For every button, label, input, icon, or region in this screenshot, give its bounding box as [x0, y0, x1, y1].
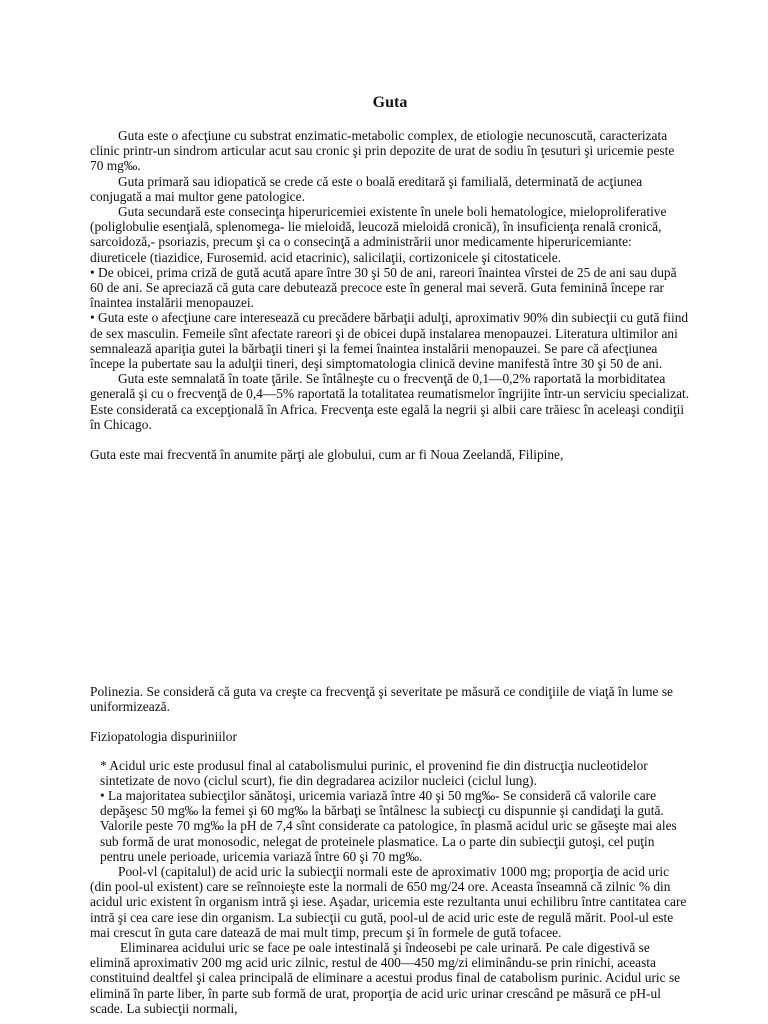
paragraph-elimination: Eliminarea acidului uric se face pe oale intestinală şi îndeosebi pe cale urinară. Pe cale digestivă se elimină aproximativ 200 mg acid uric zilnic, restul de 400—450 mg/zi eliminându-se prin rinichi, aceasta constituind dealtfel şi calea principală de eliminare a acestui produs final de catabolism purinic. Acidul uric se elimină în parte liber, în parte sub formă de urat, proporţia de acid uric urinar crescând pe măsură ce pH-ul scade. La subiecţii normali, [90, 940, 681, 1016]
document-title: Guta [372, 94, 408, 111]
section-intro [90, 128, 690, 462]
paragraph-pool: Pool-vl (capitalul) de acid uric la subiecţii normali este de aproximativ 1000 mg; proporţia de acid uric (din pool-ul existent) care se reînnoieşte este la normali de 650 mg/24 ore. Aceasta înseamnă că zilnic % din acidul uric existent în organism intră şi iese. Aşadar, uricemia este rezultanta unui echilibru între cantitatea care intră şi cea care iese din organism. La subiecţii cu gută, pool-ul de acid uric este de regulă mărit. Pool-ul este mai crescut în guta care datează de mai mult timp, precum şi în formele de gută tofacee. [90, 864, 687, 940]
section-heading: Fiziopatologia dispuriniilor [90, 729, 237, 745]
paragraph-sex-distribution: • Guta este o afecţiune care interesează cu precădere bărbaţii adulţi, aproximativ 90% din subiecţii cu gută fiind de sex masculin. Femeile sînt afectate rareori şi de obicei după instalarea menopauzei. Literatura ultimilor ani semnalează apariţia gutei la bărbaţii tineri şi la femei înaintea instalării menopauzei. Se pare că afecţiunea începe la pubertate sau la adulţii tineri, deşi simptomatologia clinică devine manifestă între 30 şi 50 de ani. [90, 310, 689, 372]
paragraph-secondary-gout: Guta secundară este consecinţa hiperuricemiei existente în unele boli hematologice, mieloproliferative (poliglobulie esenţială, splenomega- lie mieloidă, leucoză mieloidă cronică), în insuficienţa renală cronică, sarcoidoză,- psoriazis, precum şi ca o consecinţă a administrării unor medicamente hiperuricemiante: diureticele (tiazidice, Furosemid. acid etacrinic), salicilaţii, cortizonicele şi citostaticele. [90, 204, 667, 265]
paragraph-uricemia: • La majoritatea subiecţilor sănătoşi, uricemia variază între 40 şi 50 mg‰- Se consideră că valorile care depăşesc 50 mg‰ la femei şi 60 mg‰ la bărbaţi se întâlnesc la subiecţi cu dispunnie şi candidaţi la gută. Valorile peste 70 mg‰ la pH de 7,4 sînt considerate ca patologice, în plasmă acidul uric se găseşte mai ales sub formă de urat monosodic, nelegat de proteinele plasmatice. La o parte din subiecţii gutoşi, cel puţin pentru unele perioade, uricemia variază între 60 şi 70 mg‰. [100, 788, 677, 864]
paragraph-onset-age: • De obicei, prima criză de gută acută apare între 30 şi 50 de ani, rareori înaintea vîrstei de 25 de ani sau după 60 de ani. Se apreciază că guta care debutează precoce este în general mai severă. Guta feminină începe rar înaintea instalării menopauzei. [90, 264, 677, 311]
paragraph-definition: Guta este o afecţiune cu substrat enzimatic-metabolic complex, de etiologie necunoscută, caracterizata clinic printr-un sindrom articular acut sau cronic şi prin depozite de urat de sodiu în ţesuturi şi uricemie peste 70 mg‰. [90, 128, 675, 174]
paragraph-uric-acid: * Acidul uric este produsul final al catabolismului purinic, el provenind fie din distrucţia nucleotidelor sintetizate de novo (ciclul scurt), fie din degradarea acizilor nucleici (ciclul lung). [100, 757, 648, 788]
paragraph-primary-gout: Guta primară sau idiopatică se crede că este o boală ereditară şi familială, determinată de acţiunea conjugată a mai multor gene patologice. [90, 173, 643, 204]
paragraph-geography: Guta este mai frecventă în anumite părţi ale globului, cum ar fi Noua Zeelandă, Filipine, [90, 447, 564, 463]
section-physiopathology [90, 684, 690, 1016]
paragraph-frequency: Guta este semnalată în toate ţările. Se întâlneşte cu o frecvenţă de 0,1—0,2% raportată la morbiditatea generală şi cu o frecvenţă de 0,4—5% raportată la totalitatea reumatismelor îngrijite într-un serviciu specializat. Este considerată ca excepţională în Africa. Frecvenţa este egală la negrii şi albii care trăiesc în aceleaşi condiţii în Chicago. [90, 371, 690, 432]
paragraph-polynesia: Polinezia. Se consideră că guta va creşte ca frecvenţă şi severitate pe măsură ce condiţiile de viaţă în lume se uniformizează. [90, 684, 673, 715]
